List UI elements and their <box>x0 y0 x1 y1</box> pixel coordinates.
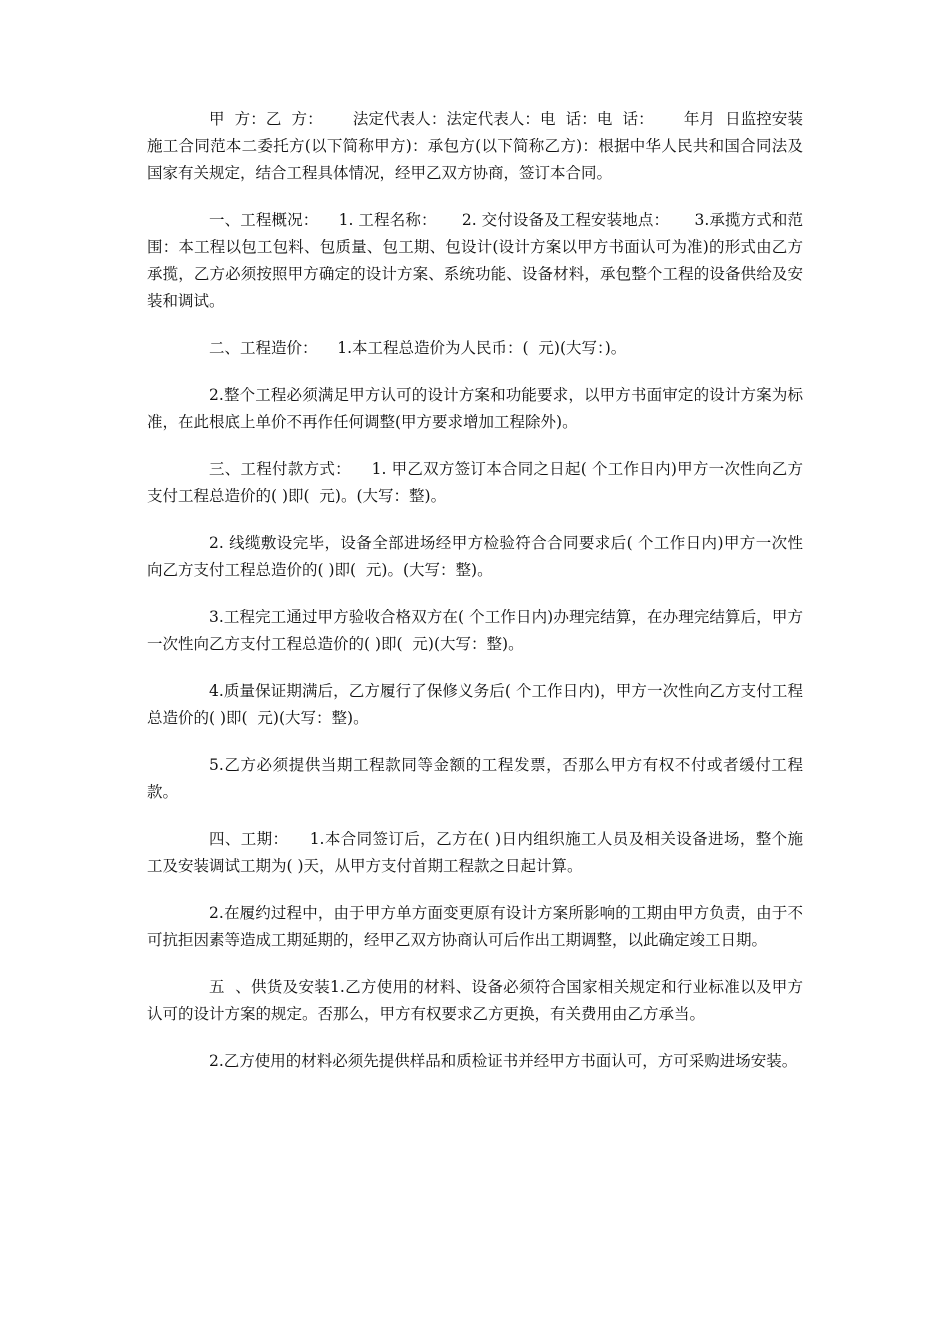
paragraph-payment-clause-3: 3.工程完工通过甲方验收合格双方在( 个工作日内)办理完结算，在办理完结算后，甲方一次性向乙方支付工程总造价的( )即( 元)(大写：整)。 <box>147 608 803 653</box>
paragraph-payment-clause-4: 4.质量保证期满后，乙方履行了保修义务后( 个工作日内)，甲方一次性向乙方支付工程总造价的( )即( 元)(大写：整)。 <box>147 682 803 727</box>
paragraph-cost-clause-2: 2.整个工程必须满足甲方认可的设计方案和功能要求，以甲方书面审定的设计方案为标准，在此根底上单价不再作任何调整(甲方要求增加工程除外)。 <box>147 386 803 431</box>
paragraph-parties-preamble: 甲 方：乙 方： 法定代表人：法定代表人：电 话：电 话： 年月 日监控安装施工合同范本二委托方(以下简称甲方)：承包方(以下简称乙方)：根据中华人民共和国合同法及国家有关规定，结合工程具体情况，经甲乙双方协商，签订本合同。 <box>147 110 803 182</box>
paragraph-supply-installation: 五 、供货及安装1.乙方使用的材料、设备必须符合国家相关规定和行业标准以及甲方认可的设计方案的规定。否那么，甲方有权要求乙方更换，有关费用由乙方承当。 <box>147 978 803 1023</box>
paragraph-payment-method: 三、工程付款方式： 1. 甲乙双方签订本合同之日起( 个工作日内)甲方一次性向乙方支付工程总造价的( )即( 元)。(大写：整)。 <box>147 460 803 505</box>
paragraph-payment-clause-5: 5.乙方必须提供当期工程款同等金额的工程发票，否那么甲方有权不付或者缓付工程款。 <box>147 756 803 801</box>
paragraph-schedule: 四、工期： 1.本合同签订后，乙方在( )日内组织施工人员及相关设备进场，整个施工及安装调试工期为( )天，从甲方支付首期工程款之日起计算。 <box>147 830 803 875</box>
paragraph-schedule-clause-2: 2.在履约过程中，由于甲方单方面变更原有设计方案所影响的工期由甲方负责，由于不可抗拒因素等造成工期延期的，经甲乙双方协商认可后作出工期调整，以此确定竣工日期。 <box>147 904 803 949</box>
paragraph-project-overview: 一、工程概况： 1. 工程名称： 2. 交付设备及工程安装地点： 3.承揽方式和范围：本工程以包工包料、包质量、包工期、包设计(设计方案以甲方书面认可为准)的形式由乙方承揽，乙方必须按照甲方确定的设计方案、系统功能、设备材料，承包整个工程的设备供给及安装和调试。 <box>147 211 803 310</box>
paragraph-supply-clause-2: 2.乙方使用的材料必须先提供样品和质检证书并经甲方书面认可，方可采购进场安装。 <box>209 1052 798 1070</box>
paragraph-payment-clause-2: 2. 线缆敷设完毕，设备全部进场经甲方检验符合合同要求后( 个工作日内)甲方一次性向乙方支付工程总造价的( )即( 元)。(大写：整)。 <box>147 534 803 579</box>
document-body <box>147 106 803 1095</box>
paragraph-project-cost: 二、工程造价： 1.本工程总造价为人民币：( 元)(大写：)。 <box>209 339 627 357</box>
